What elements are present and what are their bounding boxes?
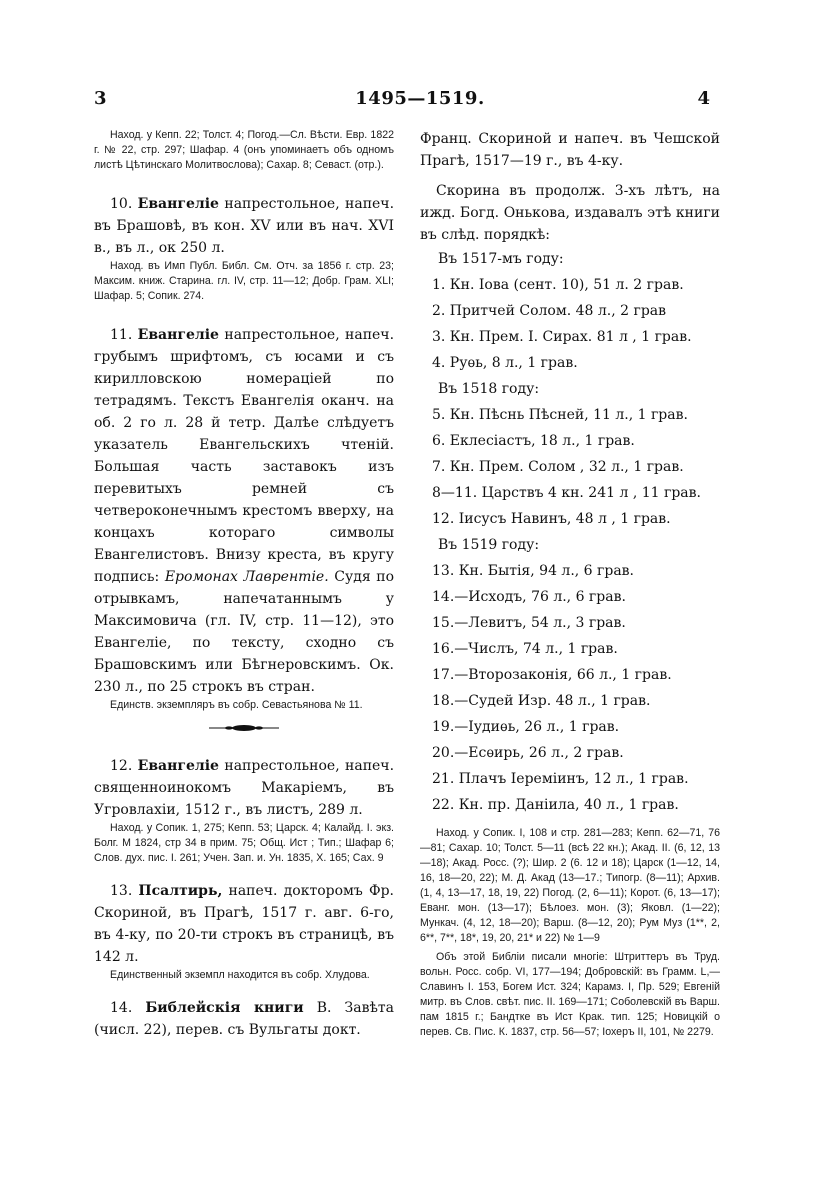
page-number-right: 4 — [697, 88, 710, 109]
entry-11-inscription: Еромонах Лаврентіе. — [164, 569, 329, 585]
list-item: 21. Плачъ Іереміинъ, 12 л., 1 грав. — [432, 771, 689, 787]
list-item: 6. Еклесіастъ, 18 л., 1 грав. — [432, 433, 635, 449]
list-item: 1. Кн. Іова (сент. 10), 51 л. 2 грав. — [432, 277, 684, 293]
list-item: 4. Руѳь, 8 л., 1 грав. — [432, 355, 578, 371]
page-number-left: 3 — [94, 88, 107, 109]
list-item: 13. Кн. Бытія, 94 л., 6 грав. — [432, 563, 635, 579]
entry-11-body-a: напрестольное, напеч. грубымъ шрифтомъ, съ юсами и съ кирилловскою номераціей по тетрадямъ. Текстъ Евангелія оканч. на об. 2 го л. 28 й тетр. Далѣе слѣдуетъ указатель Евангельскихъ чтеній. Большая часть заставокъ изъ перевитыхъ ремней съ четвероконечнымъ крестомъ вверху, на концахъ котораго символы Евангелистовъ. Внизу креста, въ кругу подпись: — [94, 327, 395, 585]
entry-12-number: 12. — [110, 758, 133, 774]
holdings-note: Наход. у Сопик. I, 108 и стр. 281—283; Кепп. 62—71, 76—81; Сахар. 10; Толст. 5—11 (всѣ 22 кн.); Акад. II. (6, 12, 13—18); Акад. Росс. (?); Шир. 2 (6. 12 и 18); Царск (1—12, 14, 16, 18—20, 22); М. Д. Акад (13—17.; Типогр. (8—11); Архив. (1, 4, 13—17, 18, 19, 22) Погод. (2, 6—11); Корот. (6, 13—17); Еванг. мон. (13—17); Бѣлоез. мон. (3); Яковл. (1—22); Мункач. (4, 12, 18—20); Варш. (8—12, 20); Рум Муз (1**, 2, 6**, 7**, 18*, 19, 20, 21* и 22) № 1—9 — [420, 827, 720, 944]
list-item: 22. Кн. пр. Даніила, 40 л., 1 грав. — [432, 797, 679, 813]
literature-note: Объ этой Библіи писали многіе: Штриттеръ въ Труд. вольн. Росс. собр. VI, 177—194; Добровскій: въ Грамм. L,—Славинъ I. 153, Богем Ист. 324; Карамз. I, Пр. 529; Евгеній митр. въ Слов. свѣт. пис. II. 169—171; Соболевскій въ Варш. пам 1815 г.; Бандтке въ Ист Крак. тип. 125; Новицкій о перев. Св. Пис. К. 1837, стр. 56—57; Іохеръ II, 101, № 2279. — [420, 951, 720, 1038]
entry-10 — [94, 193, 394, 259]
entry-11 — [94, 324, 394, 698]
list-item: 15.—Левитъ, 54 л., 3 грав. — [432, 615, 626, 631]
list-item: 7. Кн. Прем. Солом , 32 л., 1 грав. — [432, 459, 684, 475]
entry-13 — [94, 880, 394, 968]
entry-13-note: Единственный экземпл находится въ собр. Хлудова. — [110, 969, 370, 981]
year-1517-heading: Въ 1517-мъ году: — [438, 251, 564, 267]
entry-11-title: Евангеліе — [137, 327, 219, 343]
entry-14 — [94, 997, 394, 1041]
entry-11-body-b: Судя по отрывкамъ, напечатаннымъ у Максимовича (гл. IV, стр. 11—12), это Евангеліе, по тексту, сходно съ Брашовскимъ или Бѣгнеровскимъ. Ок. 230 л., по 25 строкъ въ стран. — [94, 569, 394, 695]
entry-11-number: 11. — [110, 327, 133, 343]
order-intro: Скорина въ продолж. 3-хъ лѣтъ, на ижд. Богд. Онькова, издавалъ этѣ книги въ слѣд. порядкѣ: — [420, 183, 720, 243]
list-item: 14.—Исходъ, 76 л., 6 грав. — [432, 589, 626, 605]
entry-10-title: Евангеліе — [137, 196, 219, 212]
list-item: 12. Іисусъ Навинъ, 48 л , 1 грав. — [432, 511, 671, 527]
list-1518 — [420, 402, 720, 532]
list-item: 20.—Есѳирь, 26 л., 2 грав. — [432, 745, 624, 761]
list-item: 17.—Второзаконія, 66 л., 1 грав. — [432, 667, 672, 683]
entry-12-title: Евангеліе — [137, 758, 219, 774]
left-column — [94, 128, 394, 1041]
list-item: 3. Кн. Прем. I. Сирах. 81 л , 1 грав. — [432, 329, 692, 345]
ornament-divider-icon — [209, 724, 279, 732]
entry-14-number: 14. — [110, 1000, 133, 1016]
entry-10-number: 10. — [110, 196, 133, 212]
page-header — [0, 88, 840, 112]
running-title: 1495—1519. — [355, 88, 485, 109]
list-1517 — [420, 272, 720, 376]
list-1519 — [420, 558, 720, 818]
entry-14-body: В. Завѣта (числ. 22), перев. съ Вульгаты докт. — [94, 1000, 394, 1038]
list-item: 2. Притчей Солом. 48 л., 2 грав — [432, 303, 667, 319]
list-item: 19.—Іудиѳь, 26 л., 1 грав. — [432, 719, 620, 735]
list-item: 18.—Судей Изр. 48 л., 1 грав. — [432, 693, 651, 709]
year-1519-heading: Въ 1519 году: — [438, 537, 540, 553]
list-item: 8—11. Царствъ 4 кн. 241 л , 11 грав. — [432, 485, 701, 501]
entry-13-number: 13. — [110, 883, 133, 899]
list-item: 5. Кн. Пѣснь Пѣсней, 11 л., 1 грав. — [432, 407, 688, 423]
entry-12 — [94, 755, 394, 821]
entry-13-title: Псалтирь, — [138, 883, 223, 899]
entry-10-body: напрестольное, напеч. въ Брашовѣ, въ кон. XV или въ нач. XVI в., въ л., ок 250 л. — [94, 196, 395, 256]
year-1518-heading: Въ 1518 году: — [438, 381, 540, 397]
entry-11-note: Единств. экземпляръ въ собр. Севастьянова № 11. — [110, 699, 363, 711]
entry-13-body: напеч. докторомъ Фр. Скориной, въ Прагѣ, 1517 г. авг. 6-го, въ 4-ку, по 20-ти строкъ въ страницѣ, въ 142 л. — [94, 883, 394, 965]
entry-12-note: Наход. у Сопик. 1, 275; Кепп. 53; Царск. 4; Калайд. I. экз. Болг. М 1824, стр 34 в прим. 75; Общ. Ист ; Тип.; Шафар 6; Слов. дух. пис. I. 261; Учен. Зап. и. Ун. 1835, X. 165; Сах. 9 — [94, 822, 394, 864]
entry-12-body: напрестольное, напеч. священноинокомъ Макаріемъ, въ Угровлахіи, 1512 г., въ листъ, 289 л. — [94, 758, 395, 818]
list-item: 16.—Числъ, 74 л., 1 грав. — [432, 641, 618, 657]
entry-10-note: Наход. въ Имп Публ. Библ. См. Отч. за 1856 г. стр. 23; Максим. книж. Старина. гл. IV, стр. 11—12; Добр. Грам. XLI; Шафар. 5; Сопик. 274. — [94, 260, 394, 302]
entry-14-title: Библейскія книги — [145, 1000, 304, 1016]
entry-14-continued: Франц. Скориной и напеч. въ Чешской Прагѣ, 1517—19 г., въ 4-ку. — [420, 131, 720, 169]
section-divider — [94, 721, 394, 735]
right-column — [420, 128, 720, 1040]
note-continued: Наход. у Кепп. 22; Толст. 4; Погод.—Сл. Вѣсти. Евр. 1822 г. № 22, стр. 297; Шафар. 4 (онъ упоминаетъ объ одномъ листѣ Цѣтинскаго Молитвослова); Сахар. 8; Севаст. (отр.). — [94, 129, 394, 171]
